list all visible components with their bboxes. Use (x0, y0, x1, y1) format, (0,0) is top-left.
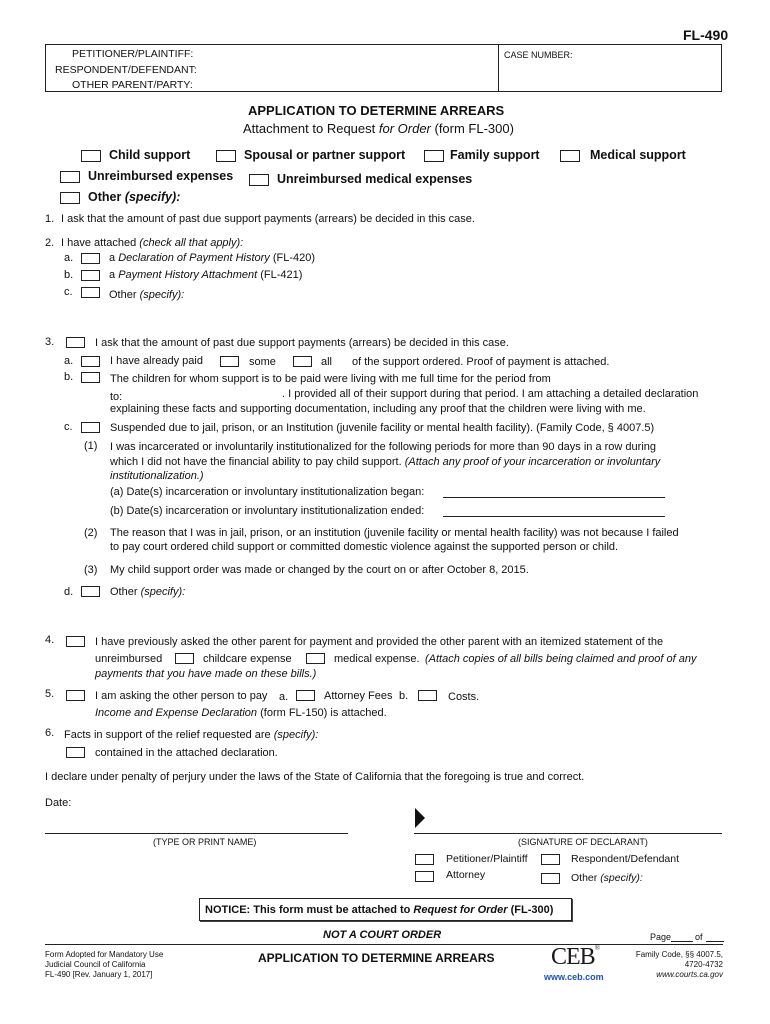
item4-text: I have previously asked the other parent for payment and provided the other parent with an itemized statement of the (95, 636, 664, 648)
of-label: of (695, 932, 703, 942)
signature-arrow-icon (415, 808, 425, 828)
other-support-checkbox[interactable] (60, 192, 80, 204)
item5b-checkbox[interactable] (418, 690, 437, 701)
item6-contained: contained in the attached declaration. (95, 747, 278, 759)
item3c1b-text: (b) Date(s) incarceration or involuntary institutionalization ended: (110, 505, 425, 517)
item4-italic2: payments that you have made on these bills.) (95, 668, 317, 680)
form-id: FL-490 (683, 27, 729, 43)
item3d-label: d. (64, 586, 74, 598)
item2c-text: Other (specify): (109, 289, 185, 301)
unreimbursed-expenses-label: Unreimbursed expenses (88, 169, 234, 183)
role-petitioner-checkbox[interactable] (415, 854, 434, 865)
item2a-checkbox[interactable] (81, 253, 100, 264)
name-line[interactable] (45, 833, 348, 834)
child-support-label: Child support (109, 148, 191, 162)
spousal-support-label: Spousal or partner support (244, 148, 406, 162)
item4-medical-label: medical expense. (334, 653, 420, 665)
item2-number: 2. (45, 237, 55, 249)
item3c1b-field[interactable] (443, 516, 665, 517)
item5-text: I am asking the other person to pay (95, 690, 268, 702)
item3a-label: a. (64, 355, 74, 367)
item5a-checkbox[interactable] (296, 690, 315, 701)
child-support-checkbox[interactable] (81, 150, 101, 162)
item3c1a-text: (a) Date(s) incarceration or involuntary institutionalization began: (110, 486, 425, 498)
role-other-checkbox[interactable] (541, 873, 560, 884)
item3-text: I ask that the amount of past due support payments (arrears) be decided in this case. (95, 337, 509, 349)
role-attorney-label: Attorney (446, 869, 486, 881)
item6-checkbox[interactable] (66, 747, 85, 758)
item3c-label: c. (64, 421, 73, 433)
item3a-checkbox[interactable] (81, 356, 100, 367)
page-number-field[interactable] (671, 941, 693, 942)
ceb-url[interactable]: www.ceb.com (544, 972, 604, 982)
item3b-label: b. (64, 371, 74, 383)
item3a-some-checkbox[interactable] (220, 356, 239, 367)
role-petitioner-label: Petitioner/Plaintiff (446, 853, 528, 865)
item3a-some-label: some (249, 356, 276, 368)
case-number-label: CASE NUMBER: (504, 50, 573, 60)
item3a-all-checkbox[interactable] (293, 356, 312, 367)
not-court-order: NOT A COURT ORDER (323, 929, 442, 941)
item3c1a-field[interactable] (443, 497, 665, 498)
item3b-text2: . I provided all of their support during that period. I am attaching a detailed declaration (282, 388, 699, 400)
item3c1-number: (1) (84, 440, 98, 452)
form-title: APPLICATION TO DETERMINE ARREARS (248, 103, 505, 118)
footer-rule (45, 944, 723, 945)
item4-number: 4. (45, 634, 55, 646)
item4-childcare-label: childcare expense (203, 653, 292, 665)
item2b-checkbox[interactable] (81, 270, 100, 281)
type-name-label: (TYPE OR PRINT NAME) (153, 837, 257, 847)
item3b-text: The children for whom support is to be paid were living with me full time for the period from (110, 373, 551, 385)
item3-checkbox[interactable] (66, 337, 85, 348)
signature-label: (SIGNATURE OF DECLARANT) (518, 837, 648, 847)
item2a-text: a Declaration of Payment History (FL-420) (109, 252, 316, 264)
declaration-text: I declare under penalty of perjury under the laws of the State of California that the foregoing is true and correct. (45, 771, 585, 783)
item5-checkbox[interactable] (66, 690, 85, 701)
item1-number: 1. (45, 213, 55, 225)
item6-number: 6. (45, 727, 55, 739)
item3c3-text: My child support order was made or changed by the court on or after October 8, 2015. (110, 564, 529, 576)
item5a-label: a. (279, 691, 289, 703)
other-parent-label: OTHER PARENT/PARTY: (72, 79, 193, 91)
item3a-text: I have already paid (110, 355, 203, 367)
item4-checkbox[interactable] (66, 636, 85, 647)
family-support-label: Family support (450, 148, 540, 162)
spousal-support-checkbox[interactable] (216, 150, 236, 162)
item1-text: I ask that the amount of past due support payments (arrears) be decided in this case. (61, 213, 475, 225)
item5b-text: Costs. (448, 691, 480, 703)
page-label: Page (650, 932, 672, 942)
family-support-checkbox[interactable] (424, 150, 444, 162)
footer-right: Family Code, §§ 4007.5, 4720-4732 www.courts.ca.gov (635, 950, 723, 979)
item3c-text: Suspended due to jail, prison, or an Institution (juvenile facility or mental health facility). (Family Code, § 4007.5) (110, 422, 655, 434)
item3c3-number: (3) (84, 564, 98, 576)
item3b-checkbox[interactable] (81, 372, 100, 383)
role-respondent-checkbox[interactable] (541, 854, 560, 865)
footer-title: APPLICATION TO DETERMINE ARREARS (258, 951, 495, 965)
item4-italic1: (Attach copies of all bills being claimed and proof of any (425, 653, 697, 665)
item5b-label: b. (399, 690, 409, 702)
item3c-checkbox[interactable] (81, 422, 100, 433)
item4-medical-checkbox[interactable] (306, 653, 325, 664)
date-label: Date: (45, 797, 72, 809)
item2b-label: b. (64, 269, 74, 281)
role-other-label: Other (specify): (571, 872, 643, 884)
role-respondent-label: Respondent/Defendant (571, 853, 679, 865)
unreimbursed-medical-label: Unreimbursed medical expenses (277, 172, 473, 186)
item2c-label: c. (64, 286, 73, 298)
item5a-text: Attorney Fees (324, 690, 393, 702)
respondent-label: RESPONDENT/DEFENDANT: (55, 64, 197, 76)
item3a-all-label: all (321, 356, 333, 368)
footer-left: Form Adopted for Mandatory Use Judicial Council of California FL-490 [Rev. January 1, 2017] (45, 950, 164, 979)
item3c2-number: (2) (84, 527, 98, 539)
item3-number: 3. (45, 336, 55, 348)
item5-number: 5. (45, 688, 55, 700)
item3d-text: Other (specify): (110, 586, 186, 598)
item3b-text3: explaining these facts and supporting documentation, including any proof that the children were living with me. (110, 403, 646, 415)
medical-support-label: Medical support (590, 148, 686, 162)
item5-income-text: Income and Expense Declaration (form FL-150) is attached. (95, 707, 387, 719)
form-subtitle: Attachment to Request for Order (form FL-300) (243, 121, 514, 136)
item3d-checkbox[interactable] (81, 586, 100, 597)
item4-childcare-checkbox[interactable] (175, 653, 194, 664)
item6-text: Facts in support of the relief requested are (specify): (64, 729, 319, 741)
item2a-label: a. (64, 252, 74, 264)
item2c-checkbox[interactable] (81, 287, 100, 298)
notice-text: NOTICE: This form must be attached to Request for Order (FL-300) (205, 904, 554, 916)
item2b-text: a Payment History Attachment (FL-421) (109, 269, 303, 281)
other-support-label: Other (specify): (88, 190, 181, 204)
item3b-to: to: (110, 391, 123, 403)
item3c2-text2: to pay court ordered child support or committed domestic violence against the supported person or child. (110, 541, 619, 553)
item4-unreimbursed: unreimbursed (95, 653, 163, 665)
signature-line[interactable] (414, 833, 722, 834)
item3a-post: of the support ordered. Proof of payment is attached. (352, 356, 610, 368)
unreimbursed-expenses-checkbox[interactable] (60, 171, 80, 183)
page-total-field[interactable] (706, 941, 724, 942)
ceb-logo: CEB® (551, 944, 600, 970)
role-attorney-checkbox[interactable] (415, 871, 434, 882)
item3c1-text: I was incarcerated or involuntarily institutionalized for the following periods for more than 90 days in a row during (110, 441, 657, 453)
unreimbursed-medical-checkbox[interactable] (249, 174, 269, 186)
item3c1-text2: which I did not have the financial ability to pay child support. (Attach any proof of your incarceration or involuntary (110, 456, 661, 468)
petitioner-label: PETITIONER/PLAINTIFF: (72, 48, 194, 60)
item3c1-text3: institutionalization.) (110, 470, 204, 482)
item3c2-text: The reason that I was in jail, prison, or an institution (juvenile facility or mental health facility) was not because I failed (110, 527, 679, 539)
medical-support-checkbox[interactable] (560, 150, 580, 162)
item2-text: I have attached (check all that apply): (61, 237, 244, 249)
